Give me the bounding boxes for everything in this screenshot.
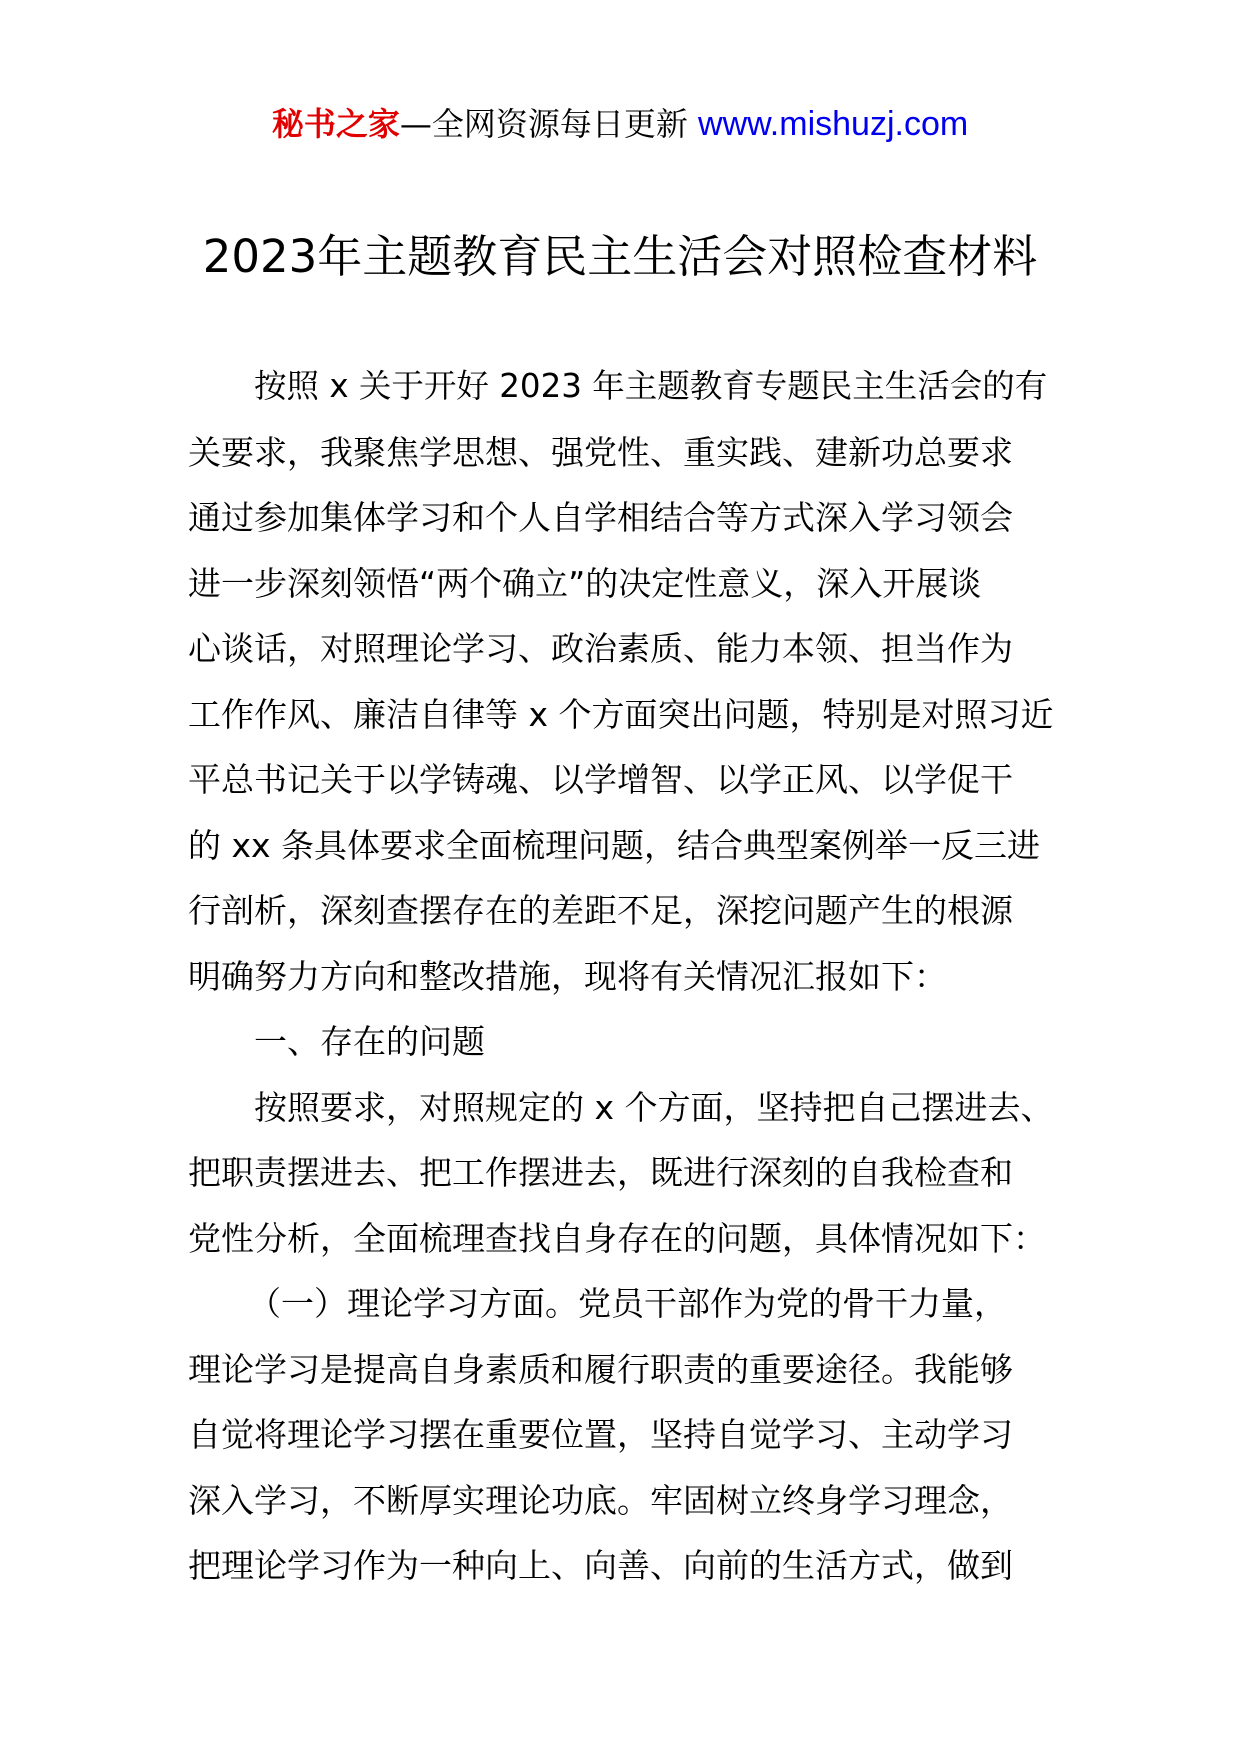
paragraph-line: 心谈话，对照理论学习、政治素质、能力本领、担当作为 [188,629,1013,668]
header-slogan: —全网资源每日更新 [399,105,699,143]
paragraph-line: 工作作风、廉洁自律等 x 个方面突出问题，特别是对照习近 [188,694,1054,734]
paragraph-line: 理论学习是提高自身素质和履行职责的重要途径。我能够 [188,1349,1013,1389]
site-url-link[interactable]: www.mishuzj.com [698,105,969,143]
paragraph-line: 把职责摆进去、把工作摆进去，既进行深刻的自我检查和 [188,1153,1013,1192]
paragraph-line: 进一步深刻领悟“两个确立”的决定性意义，深入开展谈 [188,563,982,603]
paragraph-line: 明确努力方向和整改措施，现将有关情况汇报如下： [188,956,947,996]
paragraph-line: 平总书记关于以学铸魂、以学增智、以学正风、以学促干 [188,760,1013,799]
paragraph-line: 通过参加集体学习和个人自学相结合等方式深入学习领会 [188,498,1013,537]
paragraph-line: 的 xx 条具体要求全面梳理问题，结合典型案例举一反三进 [188,825,1041,865]
section-heading: 一、存在的问题 [254,1022,485,1061]
document-body [188,354,1058,1599]
site-header [0,102,1240,146]
paragraph-line: 自觉将理论学习摆在重要位置，坚持自觉学习、主动学习 [188,1415,1013,1454]
paragraph-line: 深入学习，不断厚实理论功底。牢固树立终身学习理念， [188,1480,1013,1520]
paragraph-line: 按照 x 关于开好 2023 年主题教育专题民主生活会的有 [254,367,1048,405]
paragraph-line: 把理论学习作为一种向上、向善、向前的生活方式，做到 [188,1546,1013,1585]
document-title: 2023年主题教育民主生活会对照检查材料 [202,230,1038,283]
paragraph-line: （一）理论学习方面。党员干部作为党的骨干力量， [248,1284,1007,1323]
paragraph-line: 关要求，我聚焦学思想、强党性、重实践、建新功总要求 [188,432,1013,472]
paragraph-line: 按照要求，对照规定的 x 个方面，坚持把自己摆进去、 [254,1087,1054,1127]
paragraph-line: 行剖析，深刻查摆存在的差距不足，深挖问题产生的根源 [188,891,1013,930]
paragraph-line: 党性分析，全面梳理查找自身存在的问题，具体情况如下： [188,1218,1046,1258]
brand-name: 秘书之家 [271,105,400,143]
